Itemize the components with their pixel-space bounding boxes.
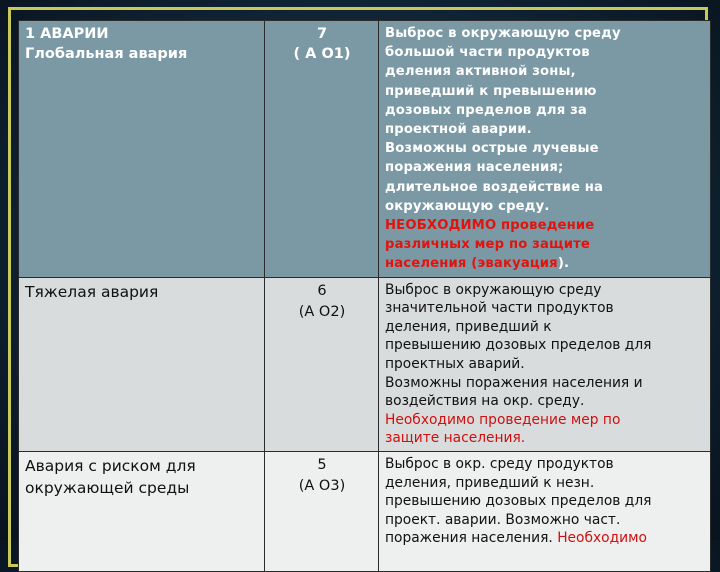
description-line: деления, приведший к — [385, 318, 552, 335]
description-line: окружающую среду. — [385, 198, 550, 214]
level-code: (А О3) — [298, 477, 346, 494]
description-line: Возможны острые лучевые — [385, 141, 599, 157]
description-line: длительное воздействие на — [385, 179, 604, 195]
description-line: превышению дозовых пределов для — [385, 337, 652, 354]
description-line: проектных аварий. — [385, 356, 525, 373]
description-line: проектной аварии. — [385, 122, 532, 138]
warning-line: Необходимо проведение мер по — [385, 411, 621, 428]
warning-text: Необходимо — [557, 530, 647, 547]
table-row — [19, 277, 711, 451]
level-cell — [19, 21, 265, 278]
code-cell — [265, 277, 379, 451]
level-code: (А О2) — [298, 303, 346, 320]
description-text: поражения населения. — [385, 530, 558, 547]
warning-text: населения (эвакуация — [385, 256, 558, 272]
description-line: проект. аварии. Возможно част. — [385, 511, 621, 528]
level-number: 6 — [317, 282, 327, 299]
level-name: Глобальная авария — [25, 46, 188, 62]
description-line: поражения населения; — [385, 160, 564, 176]
description-line: превышению дозовых пределов для — [385, 493, 652, 510]
level-heading: 1 АВАРИИ — [25, 26, 109, 42]
description-line: деления, приведший к незн. — [385, 474, 595, 491]
warning-line: НЕОБХОДИМО проведение — [385, 218, 595, 234]
level-number: 7 — [316, 26, 328, 42]
description-cell — [379, 277, 711, 451]
description-line: деления активной зоны, — [385, 64, 576, 80]
description-cell — [379, 21, 711, 278]
code-cell — [265, 21, 379, 278]
description-line: Выброс в окружающую среду — [385, 26, 621, 41]
table-row — [19, 21, 711, 278]
level-number: 5 — [317, 456, 327, 473]
accident-levels-table — [18, 20, 711, 572]
description-line: Возможны поражения населения и — [385, 374, 643, 391]
level-cell — [19, 451, 265, 571]
description-line: приведший к превышению — [385, 83, 597, 99]
level-cell — [19, 277, 265, 451]
description-line: дозовых пределов для за — [385, 102, 587, 118]
table-row — [19, 451, 711, 571]
level-name: Тяжелая авария — [25, 282, 159, 301]
warning-tail: ). — [557, 256, 570, 272]
warning-line: защите населения. — [385, 430, 526, 447]
warning-line: различных мер по защите — [385, 237, 591, 253]
description-line: Выброс в окр. среду продуктов — [385, 455, 614, 472]
description-line-wrap — [385, 529, 705, 548]
description-line: большой части продуктов — [385, 45, 590, 61]
level-name: Авария с риском для — [25, 456, 196, 475]
level-name: окружающей среды — [25, 478, 190, 497]
code-cell — [265, 451, 379, 571]
level-code: ( А О1) — [293, 46, 351, 62]
warning-line-wrap — [385, 254, 705, 273]
description-line: воздействия на окр. среду. — [385, 393, 585, 410]
description-cell — [379, 451, 711, 571]
description-line: значительной части продуктов — [385, 300, 614, 317]
description-line: Выброс в окружающую среду — [385, 281, 602, 298]
